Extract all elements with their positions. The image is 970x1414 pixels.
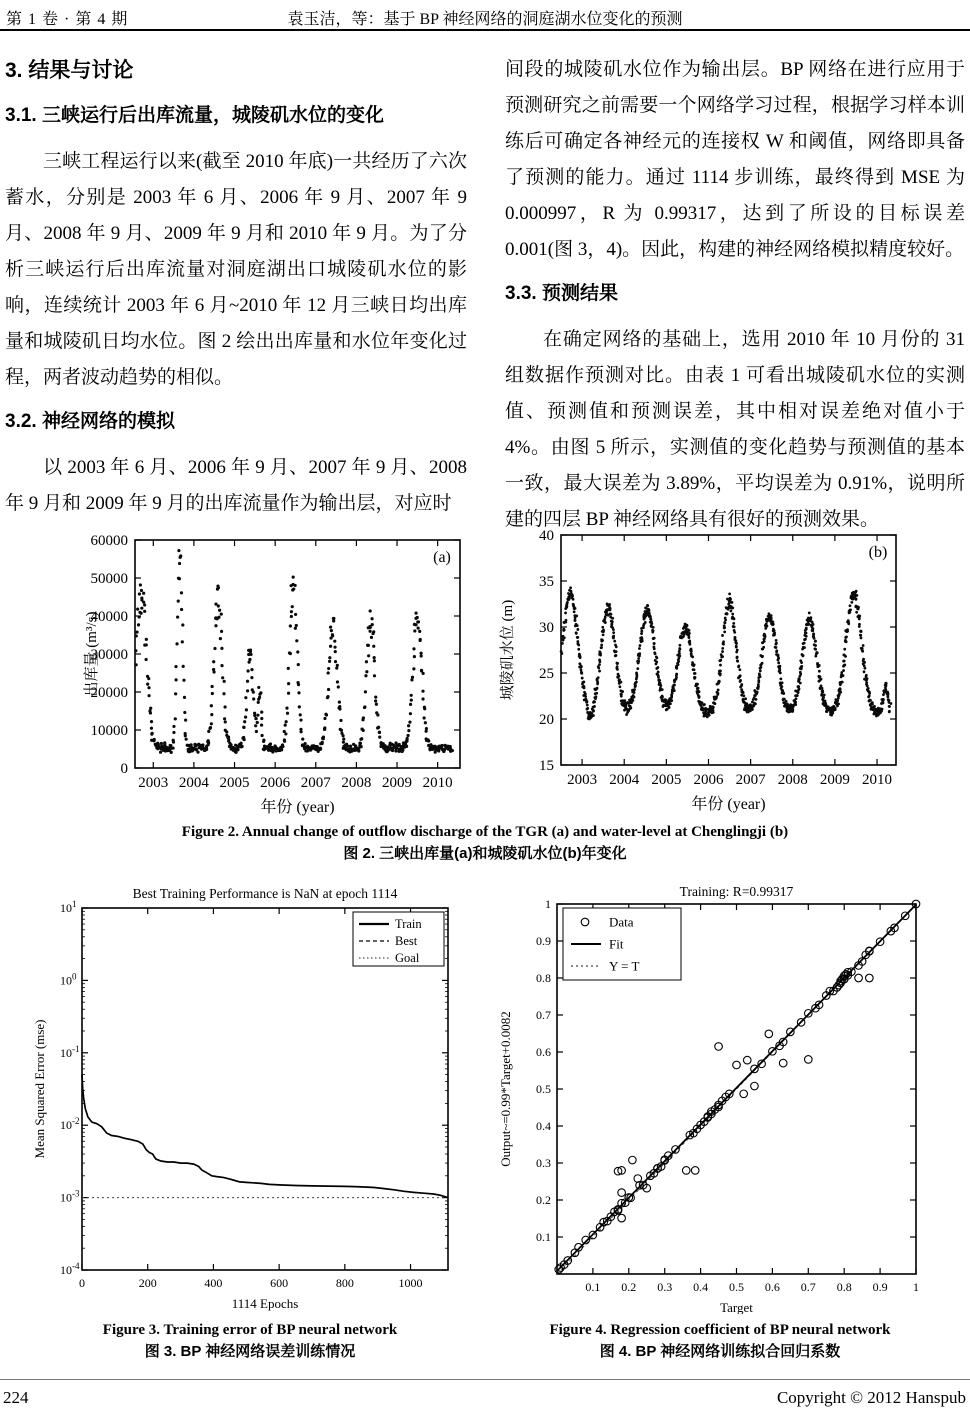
svg-text:0.2: 0.2 (621, 1280, 637, 1294)
svg-text:Output~=0.99*Target+0.0082: Output~=0.99*Target+0.0082 (498, 1011, 513, 1167)
svg-text:600: 600 (270, 1276, 289, 1290)
svg-text:2010: 2010 (422, 775, 453, 791)
svg-text:1114 Epochs: 1114 Epochs (231, 1296, 299, 1311)
svg-text:Target: Target (720, 1300, 753, 1314)
page-number: 224 (3, 1388, 29, 1407)
svg-text:10-2: $10^{-2}$ (60, 1116, 80, 1133)
svg-text:0.8: 0.8 (536, 971, 551, 985)
svg-text:年份 (year): 年份 (year) (691, 796, 766, 813)
svg-text:101: $10^1$ (60, 899, 77, 915)
footer-rule (0, 1379, 970, 1380)
svg-text:2005: 2005 (219, 775, 250, 791)
svg-text:2009: 2009 (819, 772, 850, 788)
svg-text:15: 15 (539, 758, 554, 774)
svg-text:40: 40 (539, 528, 554, 544)
svg-text:Train: Train (395, 917, 422, 931)
svg-text:0.1: 0.1 (585, 1280, 601, 1294)
svg-text:20: 20 (539, 712, 554, 728)
continued-paragraph: 间段的城陵矶水位作为输出层。BP 网络在进行应用于预测研究之前需要一个网络学习过程，根据学习样本训练后可确定各神经元的连接权 W 和阈值，网络即具备了预测的能力。通过 1114 步训练，最终得到 MSE 为 0.000997，R 为 0.99317，达到了所设的目标误差 0.001(图 3，4)。因此，构建的神经网络模拟精度较好。 (505, 59, 965, 260)
figure-2a-outflow-scatter-plot (80, 528, 500, 820)
svg-text:2006: 2006 (260, 775, 291, 791)
svg-text:0.2: 0.2 (536, 1193, 551, 1207)
svg-text:(a): (a) (433, 549, 451, 566)
svg-text:100: $10^0$ (60, 971, 77, 988)
figure-2b-waterlevel-scatter-plot (490, 528, 940, 820)
header-rule (0, 29, 970, 31)
svg-text:0.1: 0.1 (536, 1230, 551, 1244)
svg-text:20000: 20000 (90, 685, 128, 701)
figure-4-caption (480, 1320, 960, 1362)
svg-text:60000: 60000 (90, 533, 128, 549)
svg-text:0.9: 0.9 (872, 1280, 888, 1294)
svg-text:2007: 2007 (300, 775, 331, 791)
svg-text:30: 30 (539, 620, 554, 636)
running-title: 袁玉洁，等：基于 BP 神经网络的洞庭湖水位变化的预测 (287, 11, 683, 28)
svg-text:Data: Data (609, 914, 634, 930)
svg-text:2007: 2007 (735, 772, 766, 788)
svg-text:1000: 1000 (398, 1276, 423, 1290)
left-column (5, 52, 467, 522)
svg-text:0.3: 0.3 (657, 1280, 673, 1294)
svg-text:Goal: Goal (395, 951, 420, 965)
figure-2-caption (0, 822, 970, 864)
svg-text:2003: 2003 (567, 772, 598, 788)
right-column (505, 52, 965, 538)
svg-text:200: 200 (138, 1276, 157, 1290)
svg-text:Y = T: Y = T (609, 958, 640, 974)
svg-text:2005: 2005 (651, 772, 682, 788)
svg-text:10000: 10000 (90, 723, 128, 739)
svg-text:2010: 2010 (862, 772, 893, 788)
copyright-notice: Copyright © 2012 Hanspub (776, 1388, 966, 1407)
svg-text:40000: 40000 (90, 609, 128, 625)
svg-text:10-1: $10^{-1}$ (60, 1043, 80, 1060)
svg-text:城陵矶水位 (m): 城陵矶水位 (m) (500, 599, 516, 701)
svg-text:30000: 30000 (90, 647, 128, 663)
svg-text:0: 0 (120, 761, 128, 777)
svg-text:0.9: 0.9 (536, 934, 551, 948)
section-3-1-paragraph: 三峡工程运行以来(截至 2010 年底)一共经历了六次蓄水，分别是 2003 年 6 月、2006 年 9 月、2007 年 9 月、2008 年 9 月、2009 年 9 月和 2010 年 9 月。为了分析三峡运行后出库流量对洞庭湖出口城陵矶水位的影响，连续统计 2003 年 6 月~2010 年 12 月三峡日均出库量和城陵矶日均水位。图 2 绘出出库量和水位年变化过程，两者波动趋势的相似。 (5, 151, 467, 388)
section-3-2-heading: 3.2. 神经网络的模拟 (5, 411, 175, 432)
svg-text:Best Training Performance is N: Best Training Performance is NaN at epoch 1114 (132, 886, 398, 901)
figure-4-regression-plot (490, 880, 960, 1314)
figure-3-caption-zh: 图 3. BP 神经网络误差训练情况 (144, 1343, 356, 1360)
svg-text:1: 1 (545, 897, 551, 911)
svg-text:2009: 2009 (382, 775, 413, 791)
svg-text:0.6: 0.6 (536, 1045, 551, 1059)
svg-text:0.6: 0.6 (764, 1280, 780, 1294)
svg-text:2004: 2004 (609, 772, 640, 788)
svg-text:0.8: 0.8 (836, 1280, 852, 1294)
figure-3-caption-en: Figure 3. Training error of BP neural network (102, 1322, 398, 1338)
svg-text:Fit: Fit (609, 936, 624, 952)
section-3-heading: 3. 结果与讨论 (5, 59, 134, 82)
figure-3-caption (20, 1320, 480, 1362)
svg-text:(b): (b) (868, 544, 888, 561)
section-3-1-heading: 3.1. 三峡运行后出库流量，城陵矶水位的变化 (5, 105, 384, 126)
svg-text:10-4: $10^{-4}$ (60, 1261, 80, 1277)
svg-text:0.4: 0.4 (693, 1280, 709, 1294)
svg-text:2006: 2006 (693, 772, 724, 788)
svg-text:0.7: 0.7 (800, 1280, 816, 1294)
svg-text:2004: 2004 (178, 775, 209, 791)
svg-text:年份 (year): 年份 (year) (260, 799, 335, 816)
svg-text:Mean Squared Error (mse): Mean Squared Error (mse) (32, 1019, 47, 1159)
svg-text:25: 25 (539, 666, 554, 682)
svg-text:2008: 2008 (341, 775, 372, 791)
svg-text:35: 35 (539, 574, 554, 590)
figure-3-training-error-plot (30, 880, 480, 1314)
svg-text:0.3: 0.3 (536, 1156, 551, 1170)
figure-2-caption-en: Figure 2. Annual change of outflow discharge of the TGR (a) and water-level at Chenglingji (b) (181, 824, 789, 840)
section-3-2-paragraph: 以 2003 年 6 月、2006 年 9 月、2007 年 9 月、2008 年 9 月和 2009 年 9 月的出库流量作为输出层，对应时 (5, 457, 467, 514)
svg-text:400: 400 (204, 1276, 223, 1290)
svg-text:0.5: 0.5 (536, 1082, 551, 1096)
svg-text:出库量 (m³/s): 出库量 (m³/s) (84, 611, 100, 697)
section-3-3-heading: 3.3. 预测结果 (505, 283, 618, 304)
journal-issue: 第 1 卷 · 第 4 期 (6, 11, 129, 28)
figure-2-caption-zh: 图 2. 三峡出库量(a)和城陵矶水位(b)年变化 (343, 845, 627, 862)
svg-text:800: 800 (335, 1276, 354, 1290)
svg-text:0.4: 0.4 (536, 1119, 551, 1133)
svg-text:Best: Best (395, 934, 418, 948)
section-3-3-paragraph: 在确定网络的基础上，选用 2010 年 10 月份的 31 组数据作预测对比。由表 1 可看出城陵矶水位的实测值、预测值和预测误差，其中相对误差绝对值小于 4%。由图 5 所示，实测值的变化趋势与预测值的基本一致，最大误差为 3.89%，平均误差为 0.91%，说明所建的四层 BP 神经网络具有很好的预测效果。 (505, 329, 965, 530)
svg-text:0: 0 (79, 1276, 85, 1290)
svg-text:10-3: $10^{-3}$ (60, 1188, 80, 1205)
svg-text:0.7: 0.7 (536, 1008, 551, 1022)
svg-text:0.5: 0.5 (729, 1280, 744, 1294)
svg-text:50000: 50000 (90, 571, 128, 587)
svg-text:Training: R=0.99317: Training: R=0.99317 (679, 884, 794, 899)
figure-4-caption-zh: 图 4. BP 神经网络训练拟合回归系数 (599, 1343, 841, 1360)
svg-text:2008: 2008 (777, 772, 808, 788)
svg-text:1: 1 (913, 1280, 919, 1294)
figure-4-caption-en: Figure 4. Regression coefficient of BP neural network (549, 1322, 891, 1338)
svg-text:2003: 2003 (138, 775, 169, 791)
